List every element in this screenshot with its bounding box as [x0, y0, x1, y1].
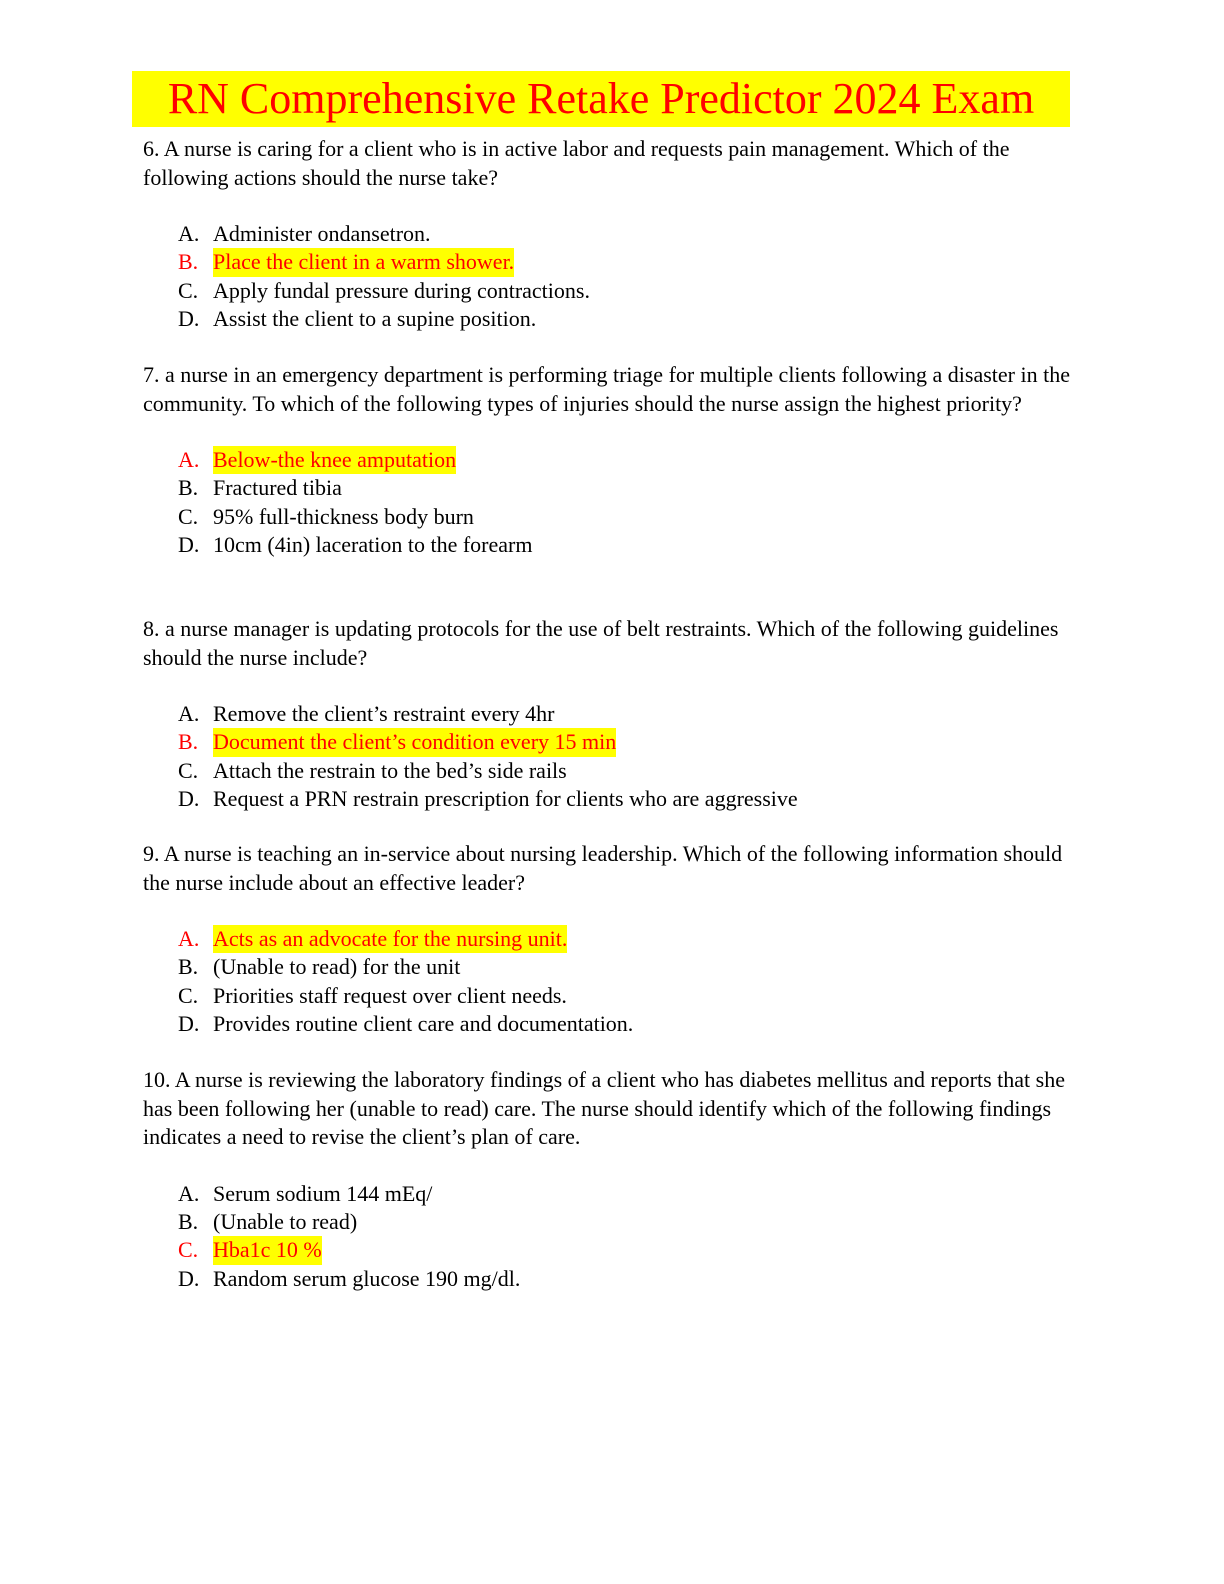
- option-text: 10cm (4in) laceration to the forearm: [213, 532, 533, 558]
- question-10: [143, 1066, 1078, 1293]
- question-7: [143, 361, 1078, 560]
- correct-answer-option: [178, 925, 1113, 953]
- option-text: Request a PRN restrain prescription for clients who are aggressive: [213, 786, 798, 812]
- option-text-highlighted: Hba1c 10 %: [213, 1236, 322, 1264]
- option-letter: B.: [178, 1208, 199, 1234]
- option-text: Priorities staff request over client needs.: [213, 982, 567, 1008]
- answer-option: [178, 757, 1113, 785]
- question-stem: 10. A nurse is reviewing the laboratory findings of a client who has diabetes mellitus and reports that she has been following her (unable to read) care. The nurse should identify which of the following findings indicates a need to revise the client’s plan of care.: [143, 1067, 1065, 1149]
- answer-option: [178, 1010, 1113, 1038]
- answer-option: [178, 220, 1113, 248]
- option-text: Apply fundal pressure during contractions.: [213, 277, 590, 303]
- question-stem: 7. a nurse in an emergency department is performing triage for multiple clients following a disaster in the community. To which of the following types of injuries should the nurse assign the highest priority?: [143, 362, 1070, 416]
- option-text: Remove the client’s restraint every 4hr: [213, 701, 555, 726]
- option-letter: D.: [178, 532, 200, 558]
- correct-answer-option: [178, 1236, 1113, 1264]
- option-letter: A.: [178, 1180, 200, 1206]
- answer-option: [178, 474, 1113, 502]
- option-letter: D.: [178, 306, 200, 332]
- option-text: (Unable to read): [213, 1208, 358, 1234]
- title-highlight: [132, 71, 1070, 127]
- option-letter: A.: [178, 447, 200, 472]
- option-letter: B.: [178, 729, 199, 755]
- answer-options: [178, 220, 1113, 334]
- option-letter: B.: [178, 475, 199, 501]
- option-letter: C.: [178, 982, 199, 1008]
- option-text-highlighted: Acts as an advocate for the nursing unit.: [213, 925, 567, 953]
- answer-option: [178, 785, 1113, 813]
- option-letter: B.: [178, 249, 199, 275]
- option-text: Assist the client to a supine position.: [213, 306, 537, 332]
- option-letter: A.: [178, 701, 200, 726]
- option-letter: D.: [178, 786, 200, 812]
- answer-option: [178, 982, 1113, 1010]
- answer-option: [178, 1180, 1113, 1208]
- answer-options: [178, 446, 1113, 560]
- answer-option: [178, 305, 1113, 333]
- option-text: Administer ondansetron.: [213, 221, 431, 246]
- correct-answer-option: [178, 728, 1113, 756]
- option-text-highlighted: Place the client in a warm shower.: [213, 248, 514, 276]
- option-text: Provides routine client care and documentation.: [213, 1011, 634, 1037]
- option-letter: C.: [178, 1237, 199, 1263]
- option-text: 95% full-thickness body burn: [213, 503, 474, 529]
- answer-option: [178, 1208, 1113, 1236]
- answer-options: [178, 925, 1113, 1039]
- option-letter: A.: [178, 926, 200, 951]
- option-text-highlighted: Below-the knee amputation: [213, 446, 456, 474]
- option-letter: D.: [178, 1011, 200, 1037]
- option-text: Attach the restrain to the bed’s side rails: [213, 757, 567, 783]
- option-text: Fractured tibia: [213, 475, 342, 501]
- answer-options: [178, 700, 1113, 814]
- option-letter: A.: [178, 221, 200, 246]
- answer-options: [178, 1180, 1113, 1294]
- question-stem: 6. A nurse is caring for a client who is in active labor and requests pain management. Which of the following actions should the nurse take?: [143, 136, 1010, 190]
- option-letter: C.: [178, 277, 199, 303]
- question-6: [143, 135, 1078, 334]
- question-8: [143, 615, 1078, 814]
- answer-option: [178, 953, 1113, 981]
- option-letter: C.: [178, 503, 199, 529]
- correct-answer-option: [178, 446, 1113, 474]
- question-9: [143, 840, 1078, 1039]
- option-letter: D.: [178, 1265, 200, 1291]
- option-text: Serum sodium 144 mEq/: [213, 1180, 433, 1206]
- option-letter: C.: [178, 757, 199, 783]
- answer-option: [178, 277, 1113, 305]
- question-stem: 9. A nurse is teaching an in-service about nursing leadership. Which of the following information should the nurse include about an effective leader?: [143, 841, 1063, 895]
- option-text-highlighted: Document the client’s condition every 15 min: [213, 728, 616, 756]
- answer-option: [178, 1265, 1113, 1293]
- option-letter: B.: [178, 954, 199, 980]
- answer-option: [178, 700, 1113, 728]
- page-title: RN Comprehensive Retake Predictor 2024 Exam: [167, 74, 1035, 123]
- question-stem: 8. a nurse manager is updating protocols for the use of belt restraints. Which of the following guidelines should the nurse include?: [143, 616, 1059, 670]
- answer-option: [178, 531, 1113, 559]
- option-text: Random serum glucose 190 mg/dl.: [213, 1265, 521, 1291]
- correct-answer-option: [178, 248, 1113, 276]
- answer-option: [178, 503, 1113, 531]
- option-text: (Unable to read) for the unit: [213, 954, 461, 980]
